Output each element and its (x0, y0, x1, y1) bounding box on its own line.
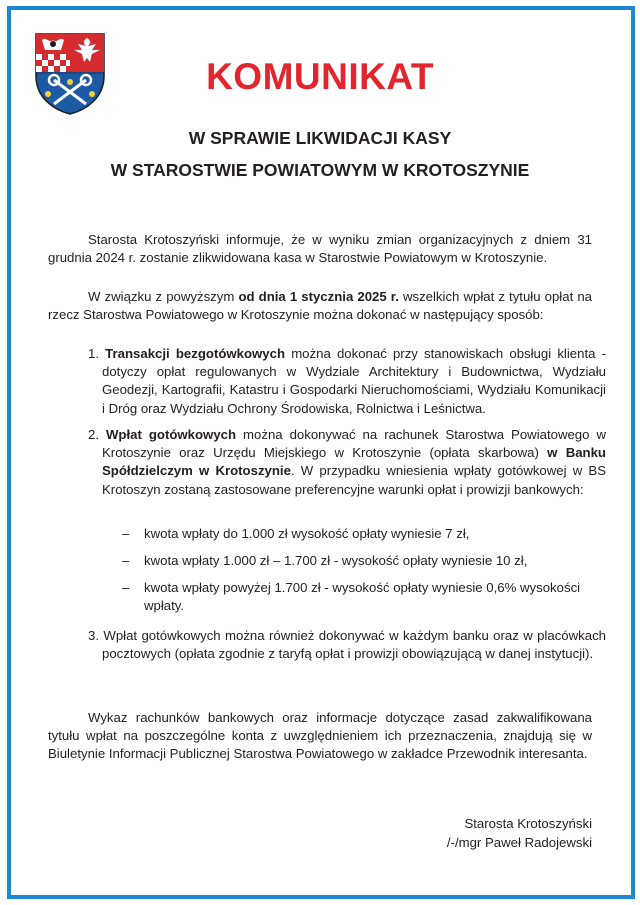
page-title: KOMUNIKAT (206, 56, 434, 97)
list-item-1 (88, 345, 606, 418)
fee-text: kwota wpłaty do 1.000 zł wysokość opłaty wyniesie 7 zł, (144, 526, 470, 541)
list-item-text: można dokonać przy stanowiskach obsługi klienta - dotyczy opłat regulowanych w Wydziale Architektury i Budownictwa, Wydziału Geodezji, Kartografii, Katastru i Gospodarki Nieruchomościami, Wydziału Komunikacji i Dróg oraz Wydziału Ochrony Środowiska, Rolnictwa i Leśnictwa. (102, 346, 606, 416)
dash-marker: – (122, 553, 130, 568)
bank-name: w Banku Spółdzielczym w Krotoszynie (102, 445, 606, 479)
list-item-text: można dokonywać na rachunek Starostwa Powiatowego w Krotoszynie oraz Urzędu Miejskiego w Krotoszynie (opłata skarbowa) (102, 427, 606, 461)
paragraph-text: W związku z powyższym (88, 289, 239, 304)
dash-marker: – (122, 580, 130, 595)
paragraph-payment-methods (48, 288, 592, 324)
signature-title: Starosta Krotoszyński (464, 816, 592, 831)
list-number: 3. (88, 628, 99, 643)
list-item-text: . W przypadku wniesienia wpłaty gotówkowej w BS Krotoszyn zostaną zastosowane preferencyjne warunki opłat i prowizji bankowych: (102, 463, 606, 497)
list-item-heading: Transakcji bezgotówkowych (105, 346, 286, 361)
dash-marker: – (122, 526, 130, 541)
subtitle-line-1: W SPRAWIE LIKWIDACJI KASY (188, 128, 452, 148)
signature-name: /-/mgr Paweł Radojewski (446, 835, 592, 850)
fee-item-2 (122, 552, 614, 570)
fee-item-3 (122, 579, 614, 615)
fee-item-1 (122, 525, 614, 543)
effective-date: od dnia 1 stycznia 2025 r. (238, 289, 399, 304)
list-number: 2. (88, 427, 99, 442)
subtitle-line-2: W STAROSTWIE POWIATOWYM W KROTOSZYNIE (110, 160, 530, 180)
paragraph-intro: Starosta Krotoszyński informuje, że w wyniku zmian organizacyjnych z dniem 31 grudnia 2024 r. zostanie zlikwidowana kasa w Starostwie Powiatowym w Krotoszynie. (48, 232, 592, 266)
paragraph-bank-accounts: Wykaz rachunków bankowych oraz informacje dotyczące zasad zakwalifikowana tytułu wpłat na poszczególne konta z uwzględnieniem ich przeznaczenia, znajdują się w Biuletynie Informacji Publicznej Starostwa Powiatowego w zakładce Przewodnik interesanta. (48, 710, 592, 762)
list-item-text: Wpłat gotówkowych można również dokonywać w każdym banku oraz w placówkach pocztowych (opłata zgodnie z taryfą opłat i prowizji obowiązującą w danej instytucji). (102, 628, 607, 662)
fee-text: kwota wpłaty powyżej 1.700 zł - wysokość opłaty wyniesie 0,6% wysokości wpłaty. (144, 580, 581, 614)
paragraph-text: wszelkich wpłat z tytułu opłat na rzecz Starostwa Powiatowego w Krotoszynie można dokonać w następujący sposób: (48, 289, 592, 323)
fee-text: kwota wpłaty 1.000 zł – 1.700 zł - wysokość opłaty wyniesie 10 zł, (144, 553, 528, 568)
list-item-2 (88, 426, 606, 499)
list-item-heading: Wpłat gotówkowych (105, 427, 237, 442)
list-item-3 (88, 627, 606, 663)
list-number: 1. (88, 346, 99, 361)
